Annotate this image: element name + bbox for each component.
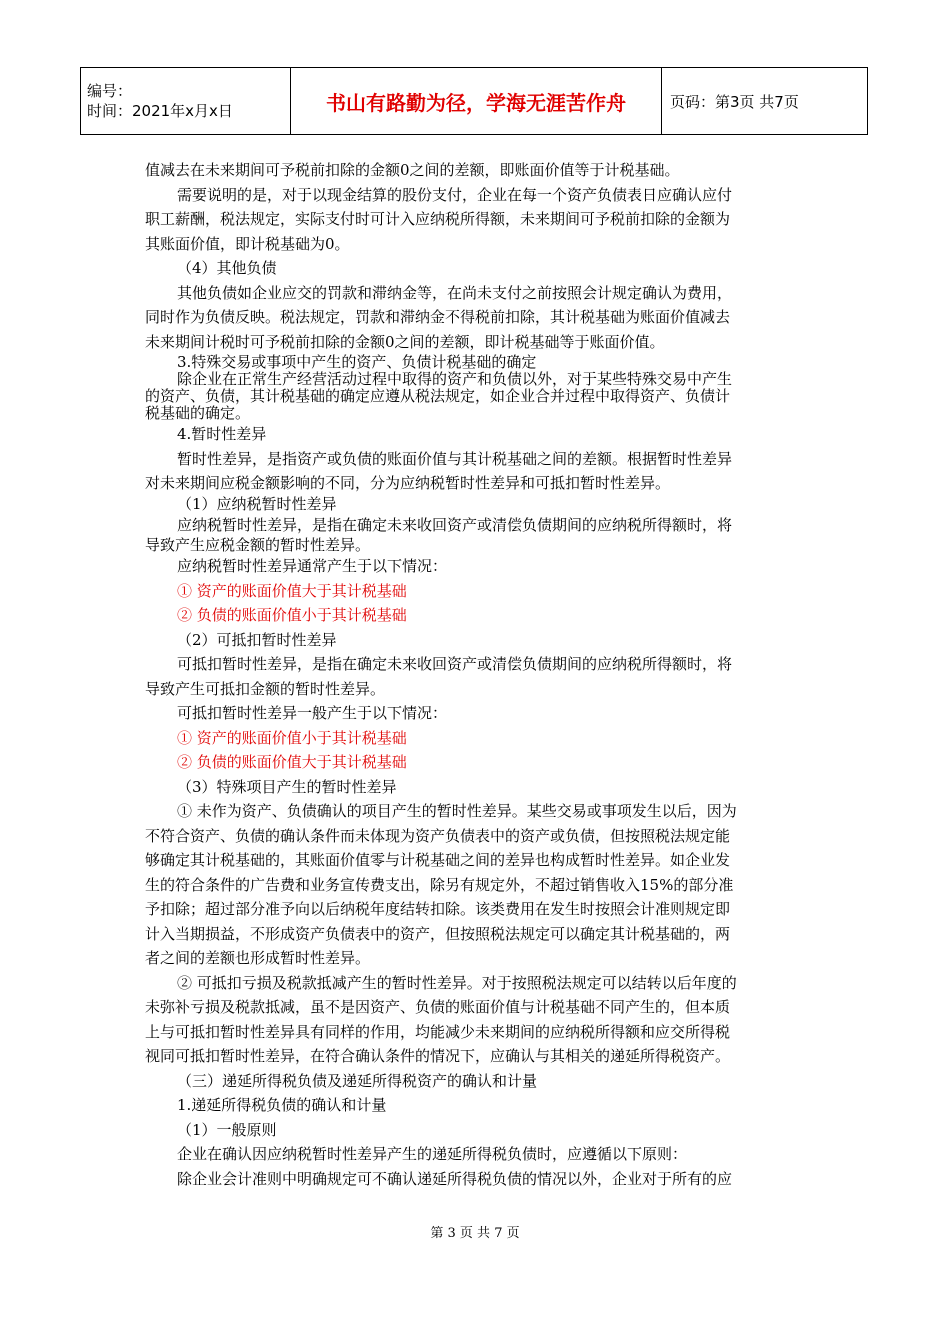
paragraph-line: 对未来期间应税金额影响的不同，分为应纳税暂时性差异和可抵扣暂时性差异。 <box>145 474 671 492</box>
document-body <box>145 158 810 1191</box>
section-heading: （1）一般原则 <box>177 1120 277 1139</box>
paragraph-line: 职工薪酬，税法规定，实际支付时可计入应纳税所得额，未来期间可予税前扣除的金额为 <box>145 210 731 228</box>
paragraph-line: 生的符合条件的广告费和业务宣传费支出，除另有规定外，不超过销售收入15%的部分准 <box>145 875 734 894</box>
section-heading: 3.特殊交易或事项中产生的资产、负债计税基础的确定 <box>177 353 537 371</box>
number-label: 编号： <box>87 82 133 100</box>
paragraph-line: ① 未作为资产、负债确认的项目产生的暂时性差异。某些交易或事项发生以后，因为 <box>177 802 737 820</box>
paragraph-line: 未弥补亏损及税款抵减，虽不是因资产、负债的账面价值与计税基础不同产生的，但本质 <box>145 998 731 1016</box>
header-meta <box>81 68 291 135</box>
paragraph-line: ② 可抵扣亏损及税款抵减产生的暂时性差异。对于按照税法规定可以结转以后年度的 <box>177 973 737 992</box>
section-heading: 4.暂时性差异 <box>177 425 267 443</box>
page-label: 页码：第3页 共7页 <box>662 68 868 135</box>
paragraph-line: 可抵扣暂时性差异，是指在确定未来收回资产或清偿负债期间的应纳税所得额时，将 <box>177 655 733 673</box>
time-label: 时间：2021年x月x日 <box>87 102 233 120</box>
paragraph-line: 其账面价值，即计税基础为0。 <box>145 234 350 253</box>
document-header <box>80 67 868 135</box>
paragraph-line: 予扣除；超过部分准予向以后纳税年度结转扣除。该类费用在发生时按照会计准则规定即 <box>145 900 731 918</box>
paragraph-line: 不符合资产、负债的确认条件而未体现为资产负债表中的资产或负债，但按照税法规定能 <box>145 826 731 845</box>
paragraph-line: 税基础的确定。 <box>145 404 251 422</box>
section-heading: 1.递延所得税负债的确认和计量 <box>177 1096 387 1114</box>
paragraph-line: 够确定其计税基础的，其账面价值零与计税基础之间的差异也构成暂时性差异。如企业发 <box>145 851 731 869</box>
section-heading: （4）其他负债 <box>177 259 277 277</box>
paragraph-line: 计入当期损益，不形成资产负债表中的资产，但按照税法规定可以确定其计税基础的，两 <box>145 924 731 943</box>
paragraph-line: 视同可抵扣暂时性差异，在符合确认条件的情况下，应确认与其相关的递延所得税资产。 <box>145 1047 731 1065</box>
list-item: ② 负债的账面价值大于其计税基础 <box>177 753 407 771</box>
list-item: ① 资产的账面价值小于其计税基础 <box>177 728 407 747</box>
paragraph-line: 暂时性差异，是指资产或负债的账面价值与其计税基础之间的差额。根据暂时性差异 <box>177 449 733 468</box>
paragraph-line: 需要说明的是，对于以现金结算的股份支付，企业在每一个资产负债表日应确认应付 <box>177 185 733 204</box>
paragraph-line: 的资产、负债，其计税基础的确定应遵从税法规定，如企业合并过程中取得资产、负债计 <box>145 387 731 405</box>
paragraph-line: 除企业会计准则中明确规定可不确认递延所得税负债的情况以外，企业对于所有的应 <box>177 1169 733 1188</box>
section-heading: （1）应纳税暂时性差异 <box>177 494 337 513</box>
paragraph-line: 可抵扣暂时性差异一般产生于以下情况： <box>177 704 448 722</box>
paragraph-line: 除企业在正常生产经营活动过程中取得的资产和负债以外，对于某些特殊交易中产生 <box>177 370 733 388</box>
section-heading: （3）特殊项目产生的暂时性差异 <box>177 777 397 796</box>
paragraph-line: 同时作为负债反映。税法规定，罚款和滞纳金不得税前扣除，其计税基础为账面价值减去 <box>145 308 731 326</box>
paragraph-line: 导致产生可抵扣金额的暂时性差异。 <box>145 679 386 698</box>
paragraph-line: 导致产生应税金额的暂时性差异。 <box>145 536 371 554</box>
paragraph-line: 上与可抵扣暂时性差异具有同样的作用，均能减少未来期间的应纳税所得额和应交所得税 <box>145 1022 731 1041</box>
page-footer: 第 3 页 共 7 页 <box>430 1226 520 1241</box>
paragraph-line: 值减去在未来期间可予税前扣除的金额0之间的差额，即账面价值等于计税基础。 <box>145 161 680 179</box>
motto: 书山有路勤为径，学海无涯苦作舟 <box>291 68 662 135</box>
paragraph-line: 未来期间计税时可予税前扣除的金额0之间的差额，即计税基础等于账面价值。 <box>145 332 665 351</box>
paragraph-line: 企业在确认因应纳税暂时性差异产生的递延所得税负债时，应遵循以下原则： <box>177 1145 688 1163</box>
paragraph-line: 应纳税暂时性差异，是指在确定未来收回资产或清偿负债期间的应纳税所得额时，将 <box>177 515 733 534</box>
section-heading: （三）递延所得税负债及递延所得税资产的确认和计量 <box>177 1071 538 1090</box>
paragraph-line: 者之间的差额也形成暂时性差异。 <box>145 949 371 967</box>
list-item: ② 负债的账面价值小于其计税基础 <box>177 606 407 624</box>
list-item: ① 资产的账面价值大于其计税基础 <box>177 581 407 600</box>
section-heading: （2）可抵扣暂时性差异 <box>177 630 337 649</box>
paragraph-line: 其他负债如企业应交的罚款和滞纳金等，在尚未支付之前按照会计规定确认为费用， <box>177 283 733 302</box>
paragraph-line: 应纳税暂时性差异通常产生于以下情况： <box>177 557 448 575</box>
